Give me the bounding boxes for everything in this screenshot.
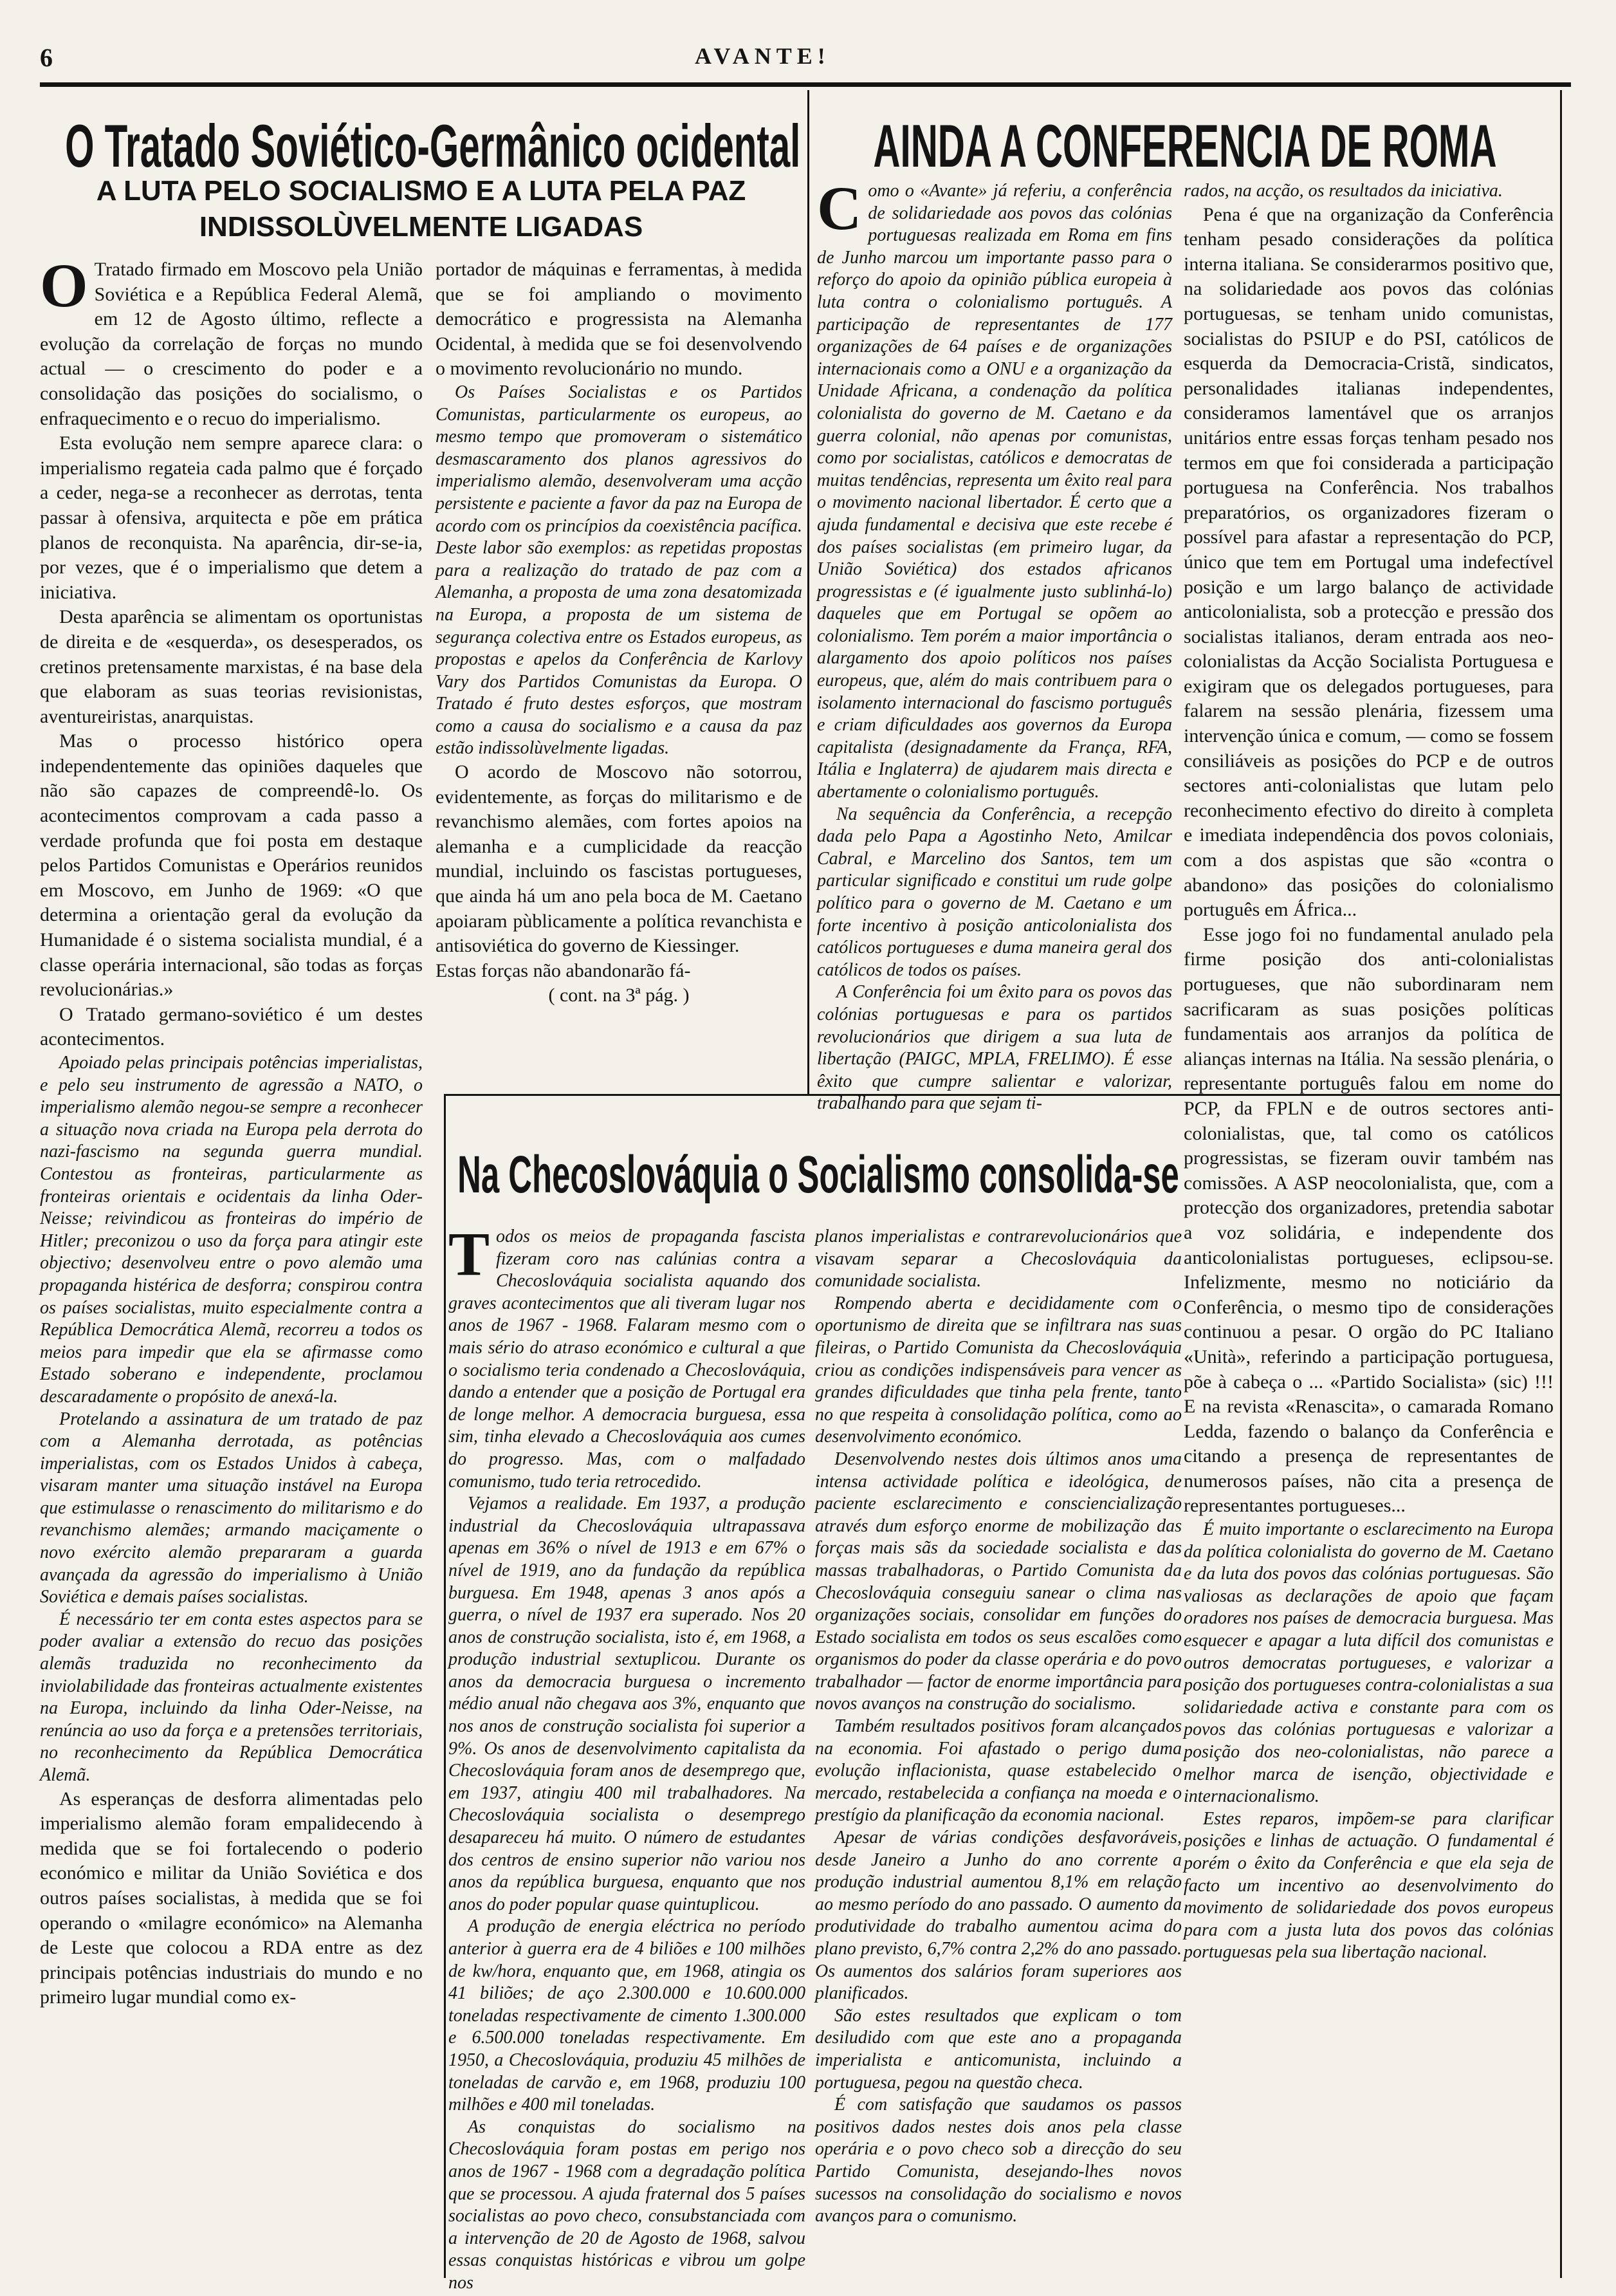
article-conferencia-col2-paragraph-1: Pena é que na organização da Conferência tenham pesado considerações da política interna italiana. Se considerarmos positivo que, na solidariedade aos povos das colónias portuguesas, se tenham unido comunistas, socialistas do PSIUP e do PSI, católicos de esquerda da Democracia-Cristã, sindicatos, personalidades italianas independentes, consideramos lamentável que os arranjos unitários entre essas forças tenham pesado nos termos em que foi considerada a participação portuguesa na Conferência. Nos trabalhos preparatórios, os organizadores fizeram o possível para afastar a representação do PCP, único que tem em Portugal uma indefectível posição e um largo balanço de actividade anticolonialista, sob a protecção e pressão dos socialistas italianos, deram entrada aos neo-colonialistas da Acção Socialista Portuguesa e exigiram que os delegados portugueses, para falarem na sessão plenária, fizessem uma intervenção única e comum, — como se fossem consiliáveis as posições do PCP e de outros sectores anti-colonialistas que lutam pelo reconhecimento efectivo do direito à completa e imediata independência dos povos coloniais, com a dos aspistas que são «contra o abandono» das posições do colonialismo português em África... [1184,203,1554,921]
article-tratado-col2-last: Estas forças não abandonarão fá- [436,959,691,981]
article-tratado-subtitle-2: INDISSOLÙVELMENTE LIGADAS [199,211,643,243]
article-conferencia-paragraph-1 [817,174,1172,804]
article-checoslovaquia-col2-paragraph-4: Também resultados positivos foram alcançados na economia. Foi afastado o perigo duma evolução inflacionista, quase estabelecido o mercado, restabelecida a confiança na moeda e o prestígio da planificação da economia nacional. [815,1716,1182,1826]
article-tratado-col2-italic: Os Países Socialistas e os Partidos Comunistas, particularmente os europeus, ao mesmo tempo que promoveram o sistemático desmascaramento dos planos agressivos do imperialismo alemão, desenvolveram uma acção persistente e paciente a favor da paz na Europa de acordo com os princípios da coexistência pacífica. Deste labor são exemplos: as repetidas propostas para a realização do tratado de paz com a Alemanha, a proposta de uma zona desatomizada na Europa, a proposta de um sistema de segurança colectiva entre os Estados europeus, as propostas e apelos da Conferência de Karlovy Vary dos Partidos Comunistas da Europa. O Tratado é fruto destes esforços, que mostram como a causa do socialismo e a causa da paz estão indissolùvelmente ligadas. [436,382,802,759]
article-tratado-col2-paragraph-1: portador de máquinas e ferramentas, à medida que se foi ampliando o movimento democrático e progressista na Alemanha Ocidental, à medida que se foi desenvolvendo o movimento revolucionário no mundo. [436,259,802,380]
article-conferencia-paragraph-1-text: omo o «Avante» já referiu, a conferência de solidariedade aos povos das colónias portuguesas realizada em Roma em fins de Junho marcou um importante passo para o reforço do apoio da opinião pública europeia à luta contra o colonialismo português. A participação de representantes de 177 organizações de 64 países e de organizações internacionais como a ONU e a organização da Unidade Africana, a condenação da política colonialista do governo de M. Caetano e da guerra colonial, não apenas por comunistas, como por socialistas, católicos e democratas de muitas tendências, representa um êxito real para o movimento nacional libertador. É certo que a ajuda fundamental e decisiva que este recebe é dos países socialistas (em primeiro lugar, da União Soviética) dos estados africanos progressistas e (é igualmente justo sublinhá-lo) daqueles que em Portugal se opõem ao colonialismo. Tem porém a maior importância o alargamento dos apoio políticos nos países europeus, que, além do mais contribuem para o isolamento internacional do fascismo português e criam dificuldades aos governos da Europa capitalista (designadamente da França, RFA, Itália e Inglaterra) de ajudarem mais directa e abertamente o colonialismo português. [817,181,1172,802]
newspaper-name: AVANTE! [695,43,831,69]
article-checoslovaquia-paragraph-3: A produção de energia eléctrica no período anterior à guerra era de 4 biliões e 100 milhões de kw/hora, enquanto que, em 1968, atingia os 41 biliões; de aço 2.300.000 e 10.600.000 toneladas respectivamente de cimento 1.300.000 e 6.500.000 toneladas respectivamente. Em 1950, a Checoslováquia, produziu 45 milhões de toneladas de carvão e, em 1968, produziu 100 milhões e 400 mil toneladas. [448,1916,805,2115]
article-tratado-paragraph-5: O Tratado germano-soviético é um destes acontecimentos. [40,1003,423,1050]
article-tratado-paragraph-1 [40,251,423,431]
article-conferencia-title: AINDA A CONFERENCIA DE ROMA [873,112,1497,180]
article-checoslovaquia-paragraph-1 [448,1219,805,1493]
article-checoslovaquia-title: Na Checoslováquia o Socialismo consolida-se [457,1145,1179,1204]
article-tratado-italic-paragraph-3: É necessário ter em conta estes aspectos para se poder avaliar a extensão do recuo das posições alemãs traduzida no reconhecimento da inviolabilidade das fronteiras actualmente existentes na Europa, incluindo da linha Oder-Neisse, na renúncia ao uso da força e a pretensões territoriais, no reconhecimento da República Democrática Alemã. [40,1609,423,1785]
article-conferencia-paragraph-3: A Conferência foi um êxito para os povos das colónias portuguesas e para os partidos revolucionários que dirigem a sua luta de libertação (PAIGC, MPLA, FRELIMO). É esse êxito que cumpre salientar e valorizar, trabalhando para que sejam ti- [817,982,1172,1114]
article-checoslovaquia-paragraph-4: As conquistas do socialismo na Checoslováquia foram postas em perigo nos anos de 1967 - 1968 com a degradação política que se processou. A ajuda fraternal dos 5 países socialistas ao povo checo, consubstanciada com a intervenção de 20 de Agosto de 1968, salvou essas conquistas históricas e vibrou um golpe nos [448,2116,805,2293]
drop-cap: T [448,1219,490,1288]
drop-cap: C [817,174,862,243]
article-checoslovaquia-col2-paragraph-3: Desenvolvendo nestes dois últimos anos uma intensa actividade política e ideológica, de paciente esclarecimento e consciencialização através dum esforço enorme de mobilização das forças mais sãs da sociedade socialista e das massas trabalhadoras, o Partido Comunista da Checoslováquia conseguiu sanear o clima nas organizações sociais, consolidar em funções do Estado socialista em todos os seus escalões como organismos do poder da classe operária e do povo trabalhador — factor de enorme importância para novos avanços na construção do socialismo. [815,1449,1182,1714]
column-rule-article2-right [1560,90,1562,2278]
article-tratado-italic-paragraph-1: Apoiado pelas principais potências imperialistas, e pelo seu instrumento de agressão a NATO, o imperialismo alemão negou-se sempre a reconhecer a situação nova criada na Europa pela derrota do nazi-fascismo na segunda guerra mundial. Contestou as fronteiras, particularmente as fronteiras orientais e ocidentais da linha Oder-Neisse; reivindicou as fronteiras do império de Hitler; preconizou o uso da força para atingir este objectivo; desenvolveu entre o povo alemão uma propaganda histérica de desforra; conspirou contra os países socialistas, muito especialmente contra a República Democrática Alemã, recorreu a todos os meios para impedir que ela se afirmasse como Estado soberano e independente, proclamou descaradamente o propósito de anexá-la. [40,1053,423,1407]
article-tratado-column-1 [40,251,423,2272]
article-tratado-subtitle-1: A LUTA PELO SOCIALISMO E A LUTA PELA PAZ [96,175,746,207]
article-checoslovaquia-col2-paragraph-7: É com satisfação que saudamos os passos positivos dados nestes dois anos pela classe operária e o povo checo sob a direcção do seu Partido Comunista, desejando-lhes novos sucessos na consolidação do socialismo e novos avanços para o comunismo. [815,2095,1182,2227]
article-tratado-column-2 [436,257,802,1184]
article-tratado-paragraph-1-text: Tratado firmado em Moscovo pela União Soviética e a República Federal Alemã, em 12 de Agosto último, reflecte a evolução da correlação de forças no mundo actual — o crescimento do poder e a consolidação das posições do socialismo, o enfraquecimento e o recuo do imperialismo. [40,259,423,429]
article-tratado-paragraph-4: Mas o processo histórico opera independentemente das opiniões daqueles que não são capazes de compreendê-lo. Os acontecimentos comprovam a cada passo a verdade profunda que foi posta em destaque pelos Partidos Comunistas e Operários reunidos em Moscovo, em Junho de 1969: «O que determina a orientação geral da evolução da Humanidade é o sistema socialista mundial, é a classe operária internacional, são todas as forças revolucionárias.» [40,730,423,1001]
article-conferencia-col2-paragraph-2: Esse jogo foi no fundamental anulado pela firme posição dos anti-colonialistas portugueses, que não subordinaram nem sacrificaram as suas posições políticas fundamentais aos arranjos da política de alianças internas na Itália. Na sessão plenária, o representante português falou em nome do PCP, da FPLN e de outros sectores anti-colonialistas, que, tal como os católicos progressistas, se fizeram ouvir também nas comissões. A ASP neocolonialista, que, com a protecção dos organizadores, pretendia sabotar a voz solidária, e independente dos anticolonialistas portugueses, eclipsou-se. Infelizmente, mesmo no noticiário da Conferência, o mesmo tipo de considerações continuou a pesar. O orgão do PC Italiano «Unità», referindo a participação portuguesa, põe à cabeça o ... «Partido Socialista» (sic) !!! E na revista «Renascita», o camarada Romano Ledda, fazendo o balanço da Conferência e citando a presença de representantes de numerosos países, não cita a presença de representantes portugueses... [1184,923,1554,1517]
article-tratado-paragraph-3: Desta aparência se alimentam os oportunistas de direita e de «esquerda», os desesperados, os cretinos pretensamente marxistas, é na base dela que elaboram as suas teorias revisionistas, aventureiristas, anarquistas. [40,606,423,727]
article-checoslovaquia [448,1097,1188,2293]
article-checoslovaquia-paragraph-2: Vejamos a realidade. Em 1937, a produção industrial da Checoslováquia ultrapassava apenas em 36% o nível de 1913 e em 67% o nível de 1919, ano da fundação da república burguesa. Em 1948, apenas 3 anos após a guerra, o nível de 1937 era superado. Nos 20 anos de construção socialista, isto é, em 1968, a produção industrial sextuplicou. Durante os anos da democracia burguesa o incremento médio anual não chegava aos 3%, enquanto que nos anos de construção socialista foi superior a 9%. Os anos de desenvolvimento capitalista da Checoslováquia foram anos de desemprego que, em 1937, atingiu 400 mil trabalhadores. Na Checoslováquia socialista o desemprego desapareceu há muito. O número de estudantes dos centros de ensino superior não variou nos anos da república burguesa, enquanto que nos anos do poder popular quase quintuplicou. [448,1494,805,1914]
article-checoslovaquia-column-2 [815,1226,1182,2275]
article-checoslovaquia-column-1 [448,1219,805,2293]
article-conferencia-paragraph-2: Na sequência da Conferência, a recepção dada pelo Papa a Agostinho Neto, Amilcar Cabral, e Marcelino dos Santos, tem um particular significado e constitui um rude golpe político para o governo de M. Caetano e um forte incentivo à posição anticolonialista dos católicos portugueses e duma maneira geral dos católicos de todos os países. [817,804,1172,980]
article-checoslovaquia-col2-paragraph-1: planos imperialistas e contrarevolucionários que visavam separar a Checoslováquia da comunidade socialista. [815,1227,1182,1292]
article-conferencia-col2-top: rados, na acção, os resultados da iniciativa. [1184,181,1503,201]
article-checoslovaquia-col2-paragraph-5: Apesar de várias condições desfavoráveis, desde Janeiro a Junho do ano corrente a produção industrial aumentou 8,1% em relação ao mesmo período do ano passado. O aumento da produtividade do trabalho aumentou acima do plano previsto, 6,7% contra 2,2% do ano passado. Os aumentos dos salários foram superiores aos planificados. [815,1828,1182,2004]
page-number: 6 [40,43,53,72]
article-conferencia-column-2 [1184,180,1554,2278]
article-tratado-italic-paragraph-2: Protelando a assinatura de um tratado de paz com a Alemanha derrotada, as potências imperialistas, com os Estados Unidos à cabeça, visaram manter uma situação instável na Europa que estimulasse o renascimento do militarismo e do revanchismo alemães; armando maciçamente o novo exército alemão prepararam a guarda avançada da agressão do imperialismo à União Soviética e demais países socialistas. [40,1409,423,1607]
article-conferencia-col2-italic-1: É muito importante o esclarecimento na Europa da política colonialista do governo de M. Caetano e da luta dos povos das colónias portuguesas. São valiosas as declarações de apoio que façam oradores nos países de democracia burguesa. Mas esquecer e apagar a luta difícil dos comunistas e outros democratas portugueses, e valorizar a posição dos portugueses contra-colonialistas a sua solidariedade activa e constante para com os povos das colónias portuguesas e valorizar a posição dos neo-colonialistas, não parece a melhor marca de isenção, objectividade e internacionalismo. [1184,1519,1554,1807]
article-conferencia-col2-italic-2: Estes reparos, impõem-se para clarificar posições e linhas de actuação. O fundamental é porém o êxito da Conferência e que ela seja de facto um incentivo ao desenvolvimento do movimento de solidariedade dos povos europeus para com a justa luta dos povos das colónias portuguesas pela sua libertação nacional. [1184,1808,1554,1963]
article-checoslovaquia-col2-paragraph-2: Rompendo aberta e decididamente com o oportunismo de direita que se infiltrara nas suas fileiras, o Partido Comunista da Checoslováquia criou as condições indispensáveis para vencer as grandes dificuldades que tinha pela frente, tanto no que respeita à consolidação política, como ao desenvolvimento económico. [815,1293,1182,1447]
article-tratado-title: O Tratado Soviético-Germânico ocidental [65,112,801,180]
article-checoslovaquia-paragraph-1-text: odos os meios de propaganda fascista fizeram coro nas calúnias contra a Checoslováquia socialista aquando dos graves acontecimentos que ali tiveram lugar nos anos de 1967 - 1968. Falaram mesmo com o mais sério do atraso económico e cultural a que o socialismo teria condenado a Checoslováquia, dando a entender que a posição de Portugal era de longe melhor. A democracia burguesa, essa sim, tinha elevado a Checoslováquia aos cumes do progresso. Mas, com o malfadado comunismo, tudo teria retrocedido. [448,1227,805,1492]
drop-cap: O [40,251,88,320]
article-tratado-paragraph-6: As esperanças de desforra alimentadas pelo imperialismo alemão foram empalidecendo à medida que se foi fortalecendo o poderio económico e militar da União Soviética e dos outros países socialistas, à medida que se foi operando o «milagre económico» na Alemanha de Leste que colocou a RDA entre as dez principais potências industriais do mundo e no primeiro lugar mundial como ex- [40,1788,423,2008]
article-tratado-col2-paragraph-2: O acordo de Moscovo não sotorrou, evidentemente, as forças do militarismo e de revanchismo alemães, com fortes apoios na alemanha e a cumplicidade da reacção mundial, incluindo os fascistas portugueses, que ainda há um ano pela boca de M. Caetano apoiaram pùblicamente a política revanchista e antisoviética do governo de Kiessinger. [436,761,802,957]
article-conferencia-column-1 [817,174,1172,1174]
article-checoslovaquia-col2-paragraph-6: São estes resultados que explicam o tom desiludido com que este ano a propaganda imperialista e anticomunista, incluindo a portuguesa, pegou na questão checa. [815,2005,1182,2093]
column-rule-main [807,90,809,1094]
article-tratado-paragraph-2: Esta evolução nem sempre aparece clara: o imperialismo regateia cada palmo que é forçado a ceder, nega-se a reconhecer as derrotas, tenta passar à ofensiva, arquitecta e põe em prática planos de reconquista. Na aparência, dir-se-ia, por vezes, que é o imperialismo que detem a iniciativa. [40,432,423,603]
header-rule [40,82,1571,87]
continued-note: ( cont. na 3ª pág. ) [548,985,690,1006]
